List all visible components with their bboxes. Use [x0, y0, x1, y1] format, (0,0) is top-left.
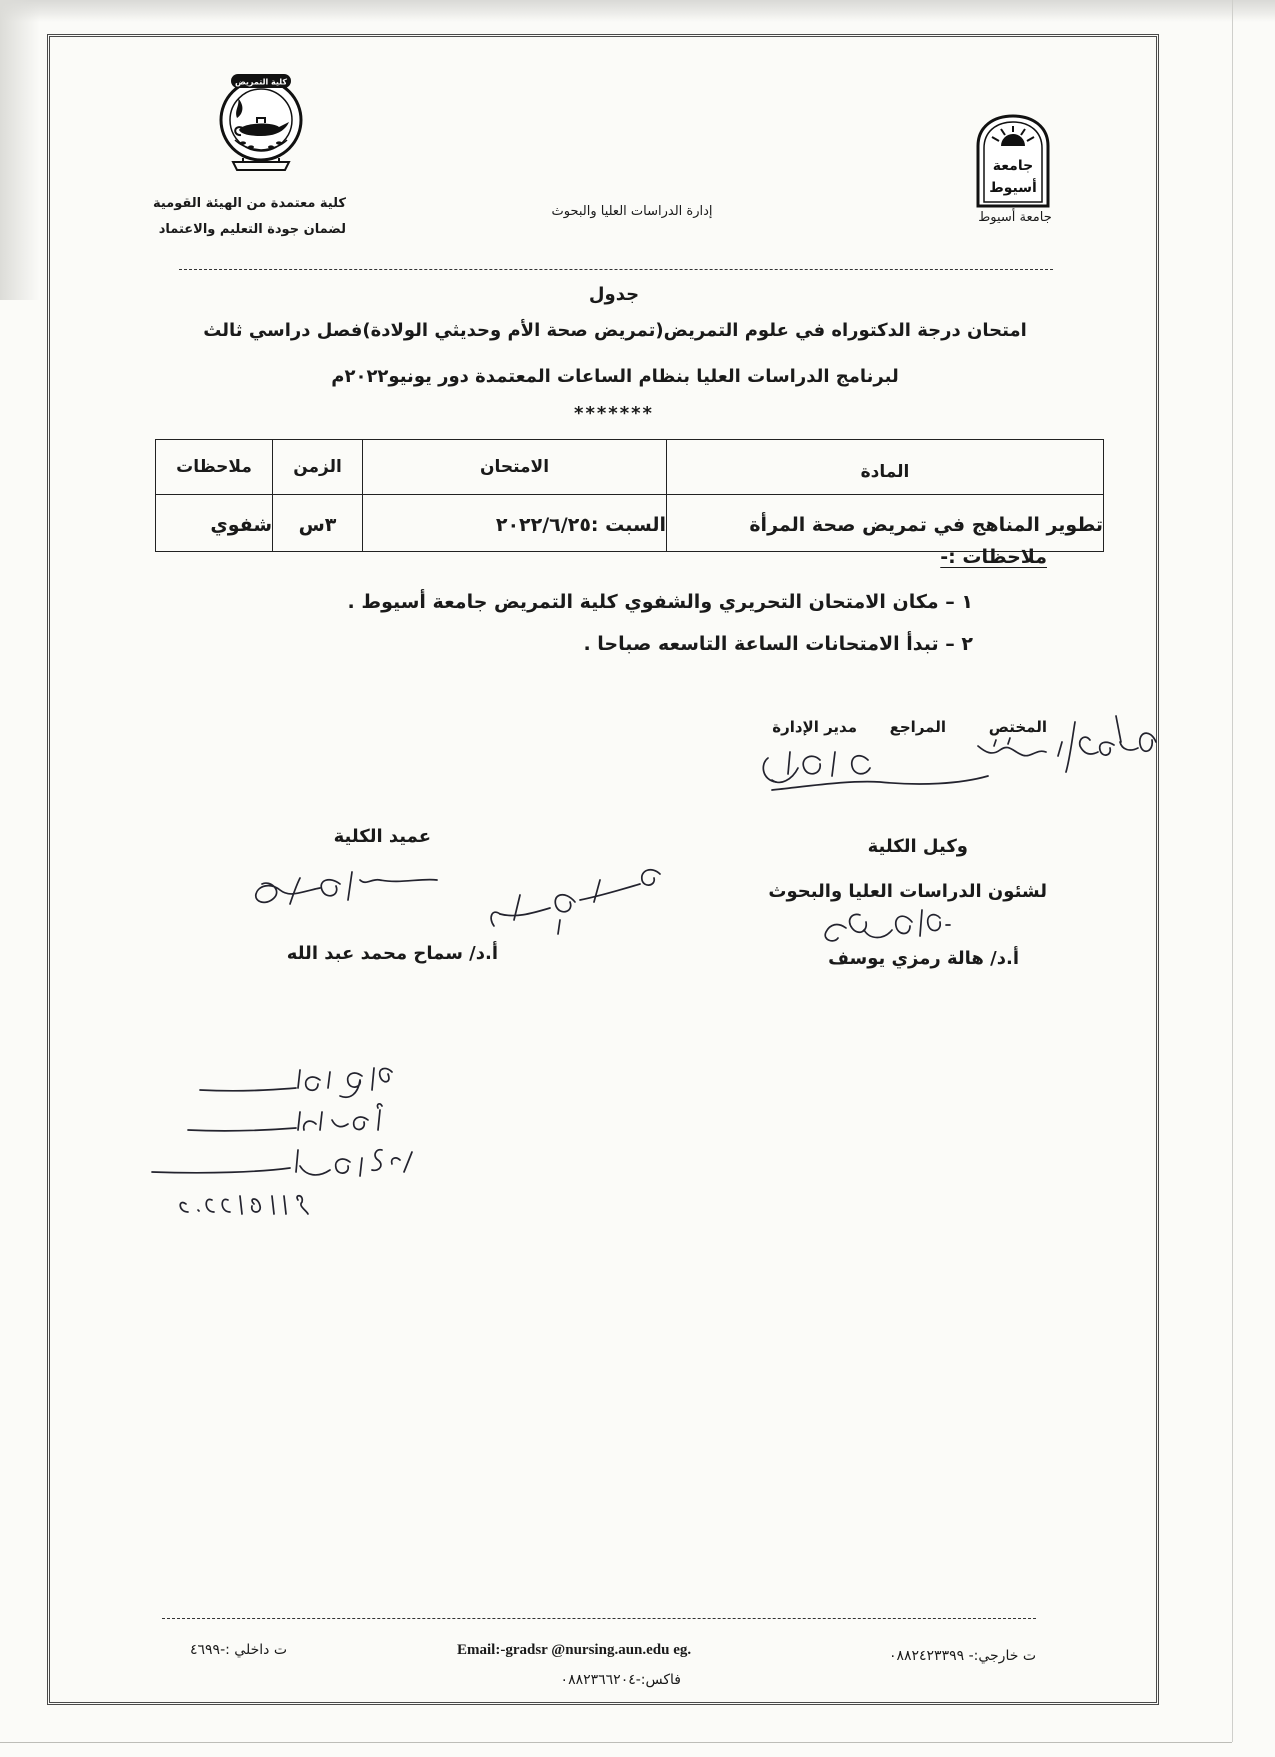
exam-title-line-1: امتحان درجة الدكتوراه في علوم التمريض(تمريض صحة الأم وحديثي الولادة)فصل دراسي ثالث	[203, 320, 1027, 341]
footer-fax: فاكس:-٠٨٨٢٣٦٦٢٠٤	[560, 1672, 681, 1688]
assiut-university-logo	[972, 112, 1054, 208]
accreditation-line-2: لضمان جودة التعليم والاعتماد	[158, 222, 346, 237]
footer-internal-phone: ت داخلي :-٤٦٩٩	[190, 1642, 288, 1658]
scan-edge-horizontal	[0, 1742, 1232, 1743]
scan-shadow-left	[0, 0, 40, 300]
dean-title: عميد الكلية	[333, 826, 431, 847]
cell-exam-date: السبت :٢٠٢٢/٦/٢٥	[363, 495, 667, 552]
footer-external-phone: ت خارجي:- ٠٨٨٢٤٢٣٣٩٩	[888, 1648, 1036, 1664]
scan-shadow-top	[0, 0, 1275, 22]
college-logo-banner-text: كلية التمريض	[234, 77, 288, 87]
header-time: الزمن	[273, 440, 363, 495]
approval-reviewer-label: المراجع	[889, 718, 946, 736]
page-title: جدول	[588, 284, 640, 305]
exam-schedule-table	[155, 439, 1104, 552]
university-logo-word1: جامعة	[992, 158, 1034, 174]
scan-edge-vertical	[1232, 0, 1233, 1742]
table-row	[156, 495, 1104, 552]
approval-director-label: مدير الإدارة	[772, 718, 857, 736]
header-notes: ملاحظات	[156, 440, 273, 495]
notes-heading: ملاحظات :-	[940, 546, 1047, 568]
vice-dean-name: أ.د/ هالة رمزي يوسف	[828, 948, 1019, 969]
note-item-1: ١ – مكان الامتحان التحريري والشفوي كلية التمريض جامعة أسيوط .	[347, 591, 973, 613]
header-subject: المادة	[667, 440, 1104, 495]
table-header-row	[156, 440, 1104, 495]
university-logo-word2: أسيوط	[989, 180, 1037, 196]
note-item-2: ٢ – تبدأ الامتحانات الساعة التاسعه صباحا .	[583, 633, 973, 655]
university-name: جامعة أسيوط	[978, 210, 1052, 225]
dean-name: أ.د/ سماح محمد عبد الله	[286, 943, 498, 964]
footer-email: Email:-gradsr @nursing.aun.edu eg.	[457, 1642, 692, 1658]
approval-specialist-label: المختص	[988, 718, 1047, 736]
footer-divider	[162, 1618, 1036, 1619]
cell-subject: تطوير المناهج في تمريض صحة المرأة	[667, 495, 1104, 552]
accreditation-line-1: كلية معتمدة من الهيئة القومية	[152, 196, 346, 211]
stars-separator: *******	[574, 403, 654, 424]
exam-title-line-2: لبرنامج الدراسات العليا بنظام الساعات المعتمدة دور يونيو٢٠٢٢م	[331, 366, 899, 387]
vice-dean-subtitle: لشئون الدراسات العليا والبحوث	[768, 881, 1047, 902]
header-exam: الامتحان	[363, 440, 667, 495]
header-divider	[179, 269, 1053, 270]
department-name: إدارة الدراسات العليا والبحوث	[551, 204, 713, 219]
college-of-nursing-logo	[213, 70, 309, 176]
vice-dean-title: وكيل الكلية	[867, 836, 968, 857]
cell-notes: شفوي	[156, 495, 273, 552]
cell-duration: ٣س	[273, 495, 363, 552]
